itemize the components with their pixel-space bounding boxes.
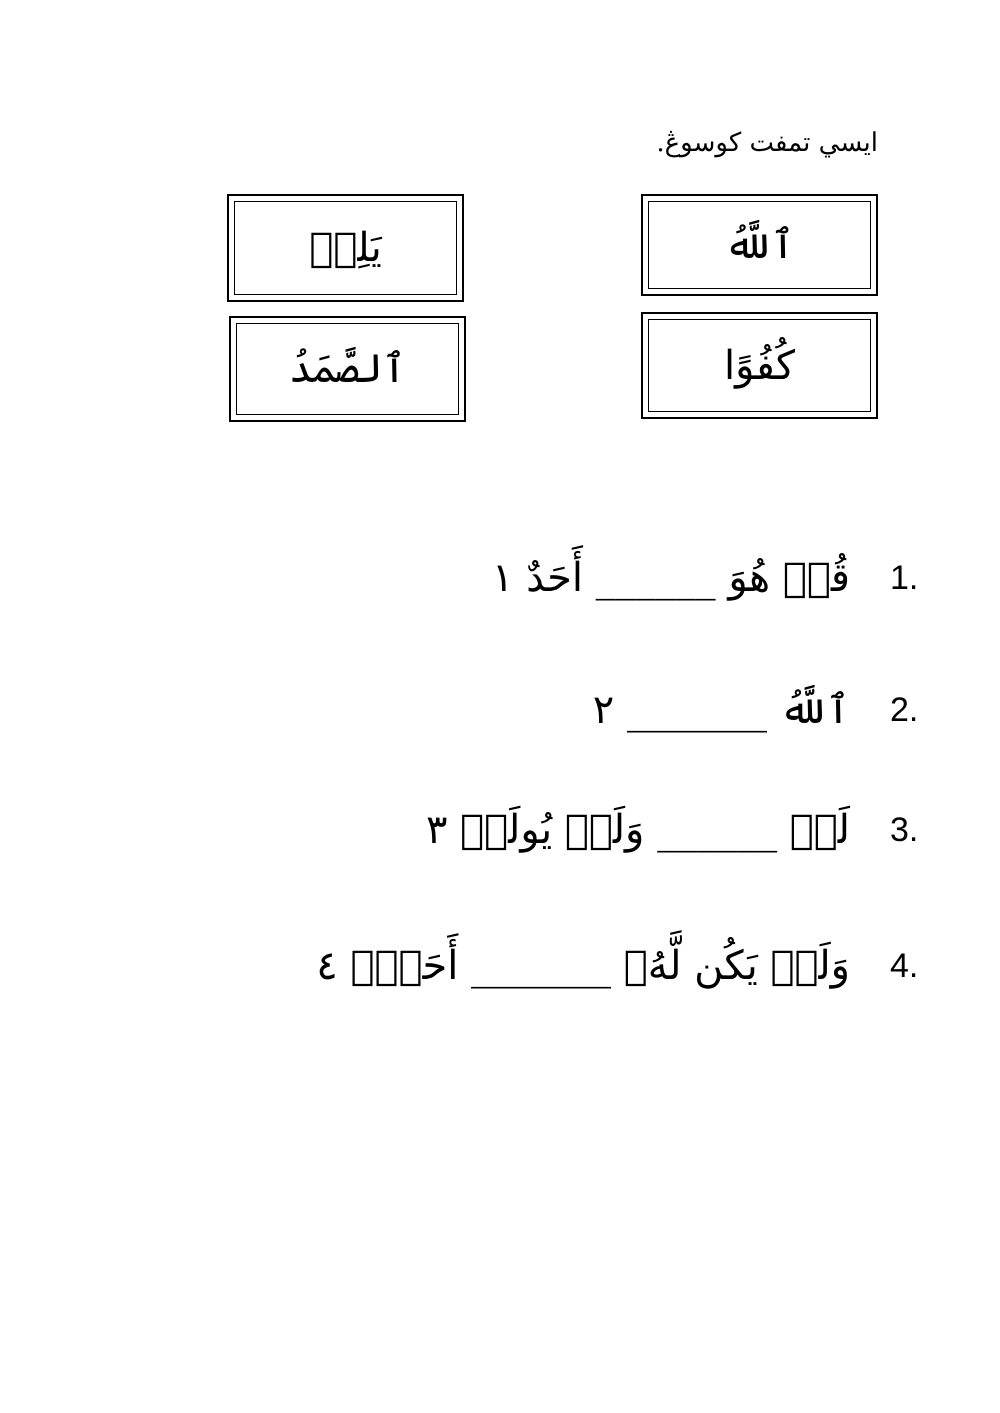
word-card-allah[interactable] [641, 194, 878, 296]
word-card-label: كُفُوًا [648, 319, 871, 412]
word-card-label: ٱلصَّمَدُ [236, 323, 459, 415]
question-number: 2. [890, 690, 919, 729]
word-card-label: ٱللَّهُ [648, 201, 871, 289]
question-text-blank[interactable]: وَلَمۡ يَكُن لَّهُۥ _______ أَحَدُۢ ٤ [316, 943, 850, 989]
word-card-kufuwan[interactable] [641, 312, 878, 419]
question-3 [425, 800, 919, 860]
question-text-blank[interactable]: قُلۡ هُوَ ______ أَحَدٌ ١ [491, 555, 850, 601]
question-number: 1. [890, 558, 919, 597]
question-number: 4. [890, 946, 919, 985]
question-4 [316, 936, 919, 996]
question-text-blank[interactable]: ٱللَّهُ _______ ٢ [592, 687, 850, 733]
question-text-blank[interactable]: لَمۡ ______ وَلَمۡ يُولَدۡ ٣ [425, 807, 850, 853]
word-card-label: يَلِدۡ [234, 201, 457, 295]
word-card-yalid[interactable] [227, 194, 464, 302]
question-number: 3. [890, 810, 919, 849]
question-2 [592, 680, 919, 740]
word-card-assamad[interactable] [229, 316, 466, 422]
question-1 [491, 548, 919, 608]
instruction-text: ايسي تمفت كوسوڠ. [656, 128, 878, 158]
